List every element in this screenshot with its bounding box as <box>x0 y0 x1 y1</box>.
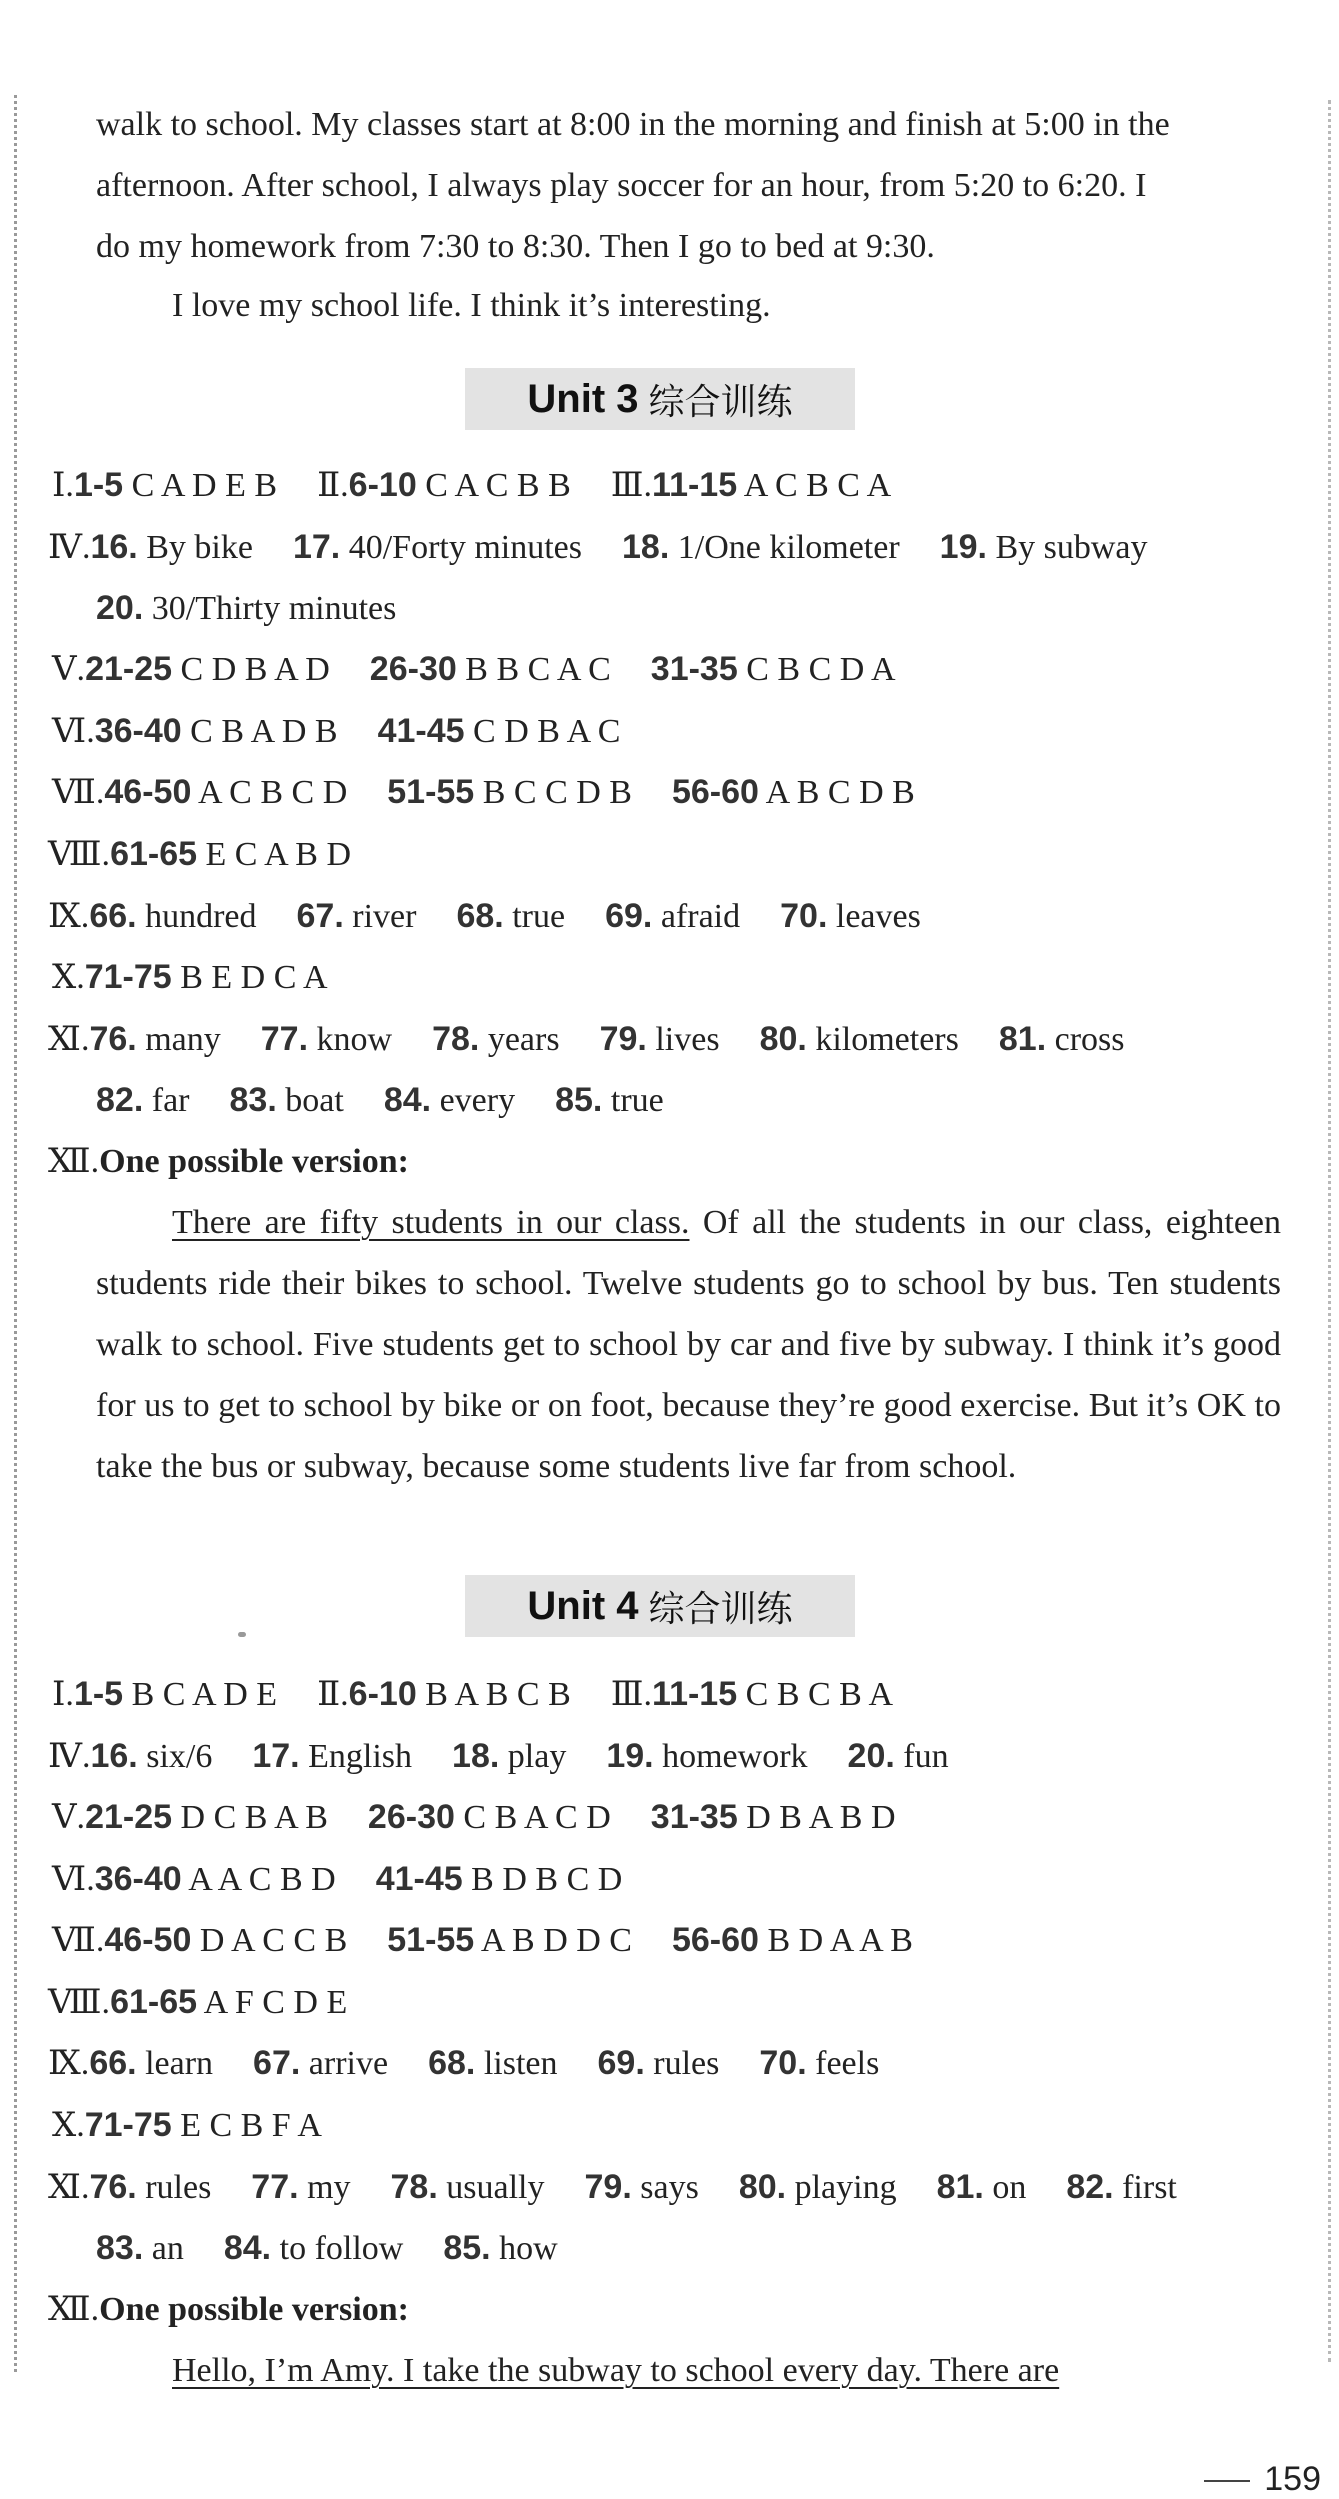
u4-row-6: Ⅷ.61-65 A F C D E <box>48 1983 348 2021</box>
u4-row-8: Ⅹ.71-75 E C B F A <box>52 2106 322 2144</box>
intro-line: afternoon. After school, I always play soccer for an hour, from 5:20 to 6:20. I <box>96 167 1147 204</box>
u3-row-7: Ⅸ.66. hundred 67. river 68. true 69. afraid 70. leaves <box>48 897 921 935</box>
u3-essay-topic-sentence: There are fifty students in our class. <box>172 1204 690 1241</box>
unit4-heading: Unit 4 综合训练 <box>465 1575 855 1637</box>
u4-row-9b: 83. an 84. to follow 85. how <box>96 2229 558 2267</box>
u3-row-4: Ⅵ.36-40 C B A D B 41-45 C D B A C <box>52 712 621 750</box>
u4-row-3: Ⅴ.21-25 D C B A B 26-30 C B A C D 31-35 D B A B D <box>52 1798 896 1836</box>
page-number-dash <box>1204 2480 1250 2482</box>
u3-row-2: Ⅳ.16. By bike 17. 40/Forty minutes 18. 1/One kilometer 19. By subway <box>48 528 1148 566</box>
u3-row-3: Ⅴ.21-25 C D B A D 26-30 B B C A C 31-35 C B C D A <box>52 650 896 688</box>
u4-row-10: Ⅻ.One possible version: <box>48 2291 409 2328</box>
u4-row-4: Ⅵ.36-40 A A C B D 41-45 B D B C D <box>52 1860 623 1898</box>
u3-row-9: Ⅺ.76. many 77. know 78. years 79. lives 80. kilometers 81. cross <box>48 1020 1125 1058</box>
u3-row-2b: 20. 30/Thirty minutes <box>96 589 397 627</box>
u4-row-7: Ⅸ.66. learn 67. arrive 68. listen 69. rules 70. feels <box>48 2044 880 2082</box>
left-dotted-border <box>14 95 17 2372</box>
u4-essay-start: Hello, I’m Amy. I take the subway to school every day. There are <box>172 2352 1060 2389</box>
right-dotted-border <box>1328 100 1331 2362</box>
u3-essay <box>96 1192 1281 1497</box>
u3-row-5: Ⅶ.46-50 A C B C D 51-55 B C C D B 56-60 A B C D B <box>52 773 915 811</box>
scan-speck <box>238 1632 246 1637</box>
u3-essay-body: Of all the students in our class, eighteen students ride their bikes to school. Twelve students go to school by bus. Ten students walk to school. Five students get to school by car and five by subway. I think it’s good for us to get to school by bike or on foot, because they’re good exercise. But it’s OK to take the bus or subway, because some students live far from school. <box>96 1204 1281 1485</box>
intro-line: walk to school. My classes start at 8:00 in the morning and finish at 5:00 in the <box>96 106 1170 143</box>
u3-row-8: Ⅹ.71-75 B E D C A <box>52 958 328 996</box>
u4-row-1: Ⅰ.1-5 B C A D E Ⅱ.6-10 B A B C B Ⅲ.11-15 C B C B A <box>52 1675 894 1713</box>
page-number: 159 <box>1204 2460 1321 2499</box>
intro-line: do my homework from 7:30 to 8:30. Then I go to bed at 9:30. <box>96 228 935 265</box>
u3-row-9b: 82. far 83. boat 84. every 85. true <box>96 1081 664 1119</box>
u4-row-2: Ⅳ.16. six/6 17. English 18. play 19. homework 20. fun <box>48 1737 949 1775</box>
u3-row-6: Ⅷ.61-65 E C A B D <box>48 835 352 873</box>
u4-row-9: Ⅺ.76. rules 77. my 78. usually 79. says 80. playing 81. on 82. first <box>48 2168 1177 2206</box>
intro-paragraph <box>96 94 1281 335</box>
unit3-heading: Unit 3 综合训练 <box>465 368 855 430</box>
u3-row-1: Ⅰ.1-5 C A D E B Ⅱ.6-10 C A C B B Ⅲ.11-15 A C B C A <box>52 466 892 504</box>
intro-line: I love my school life. I think it’s interesting. <box>172 287 771 324</box>
u3-row-10: Ⅻ.One possible version: <box>48 1143 409 1180</box>
u4-row-5: Ⅶ.46-50 D A C C B 51-55 A B D D C 56-60 B D A A B <box>52 1921 913 1959</box>
